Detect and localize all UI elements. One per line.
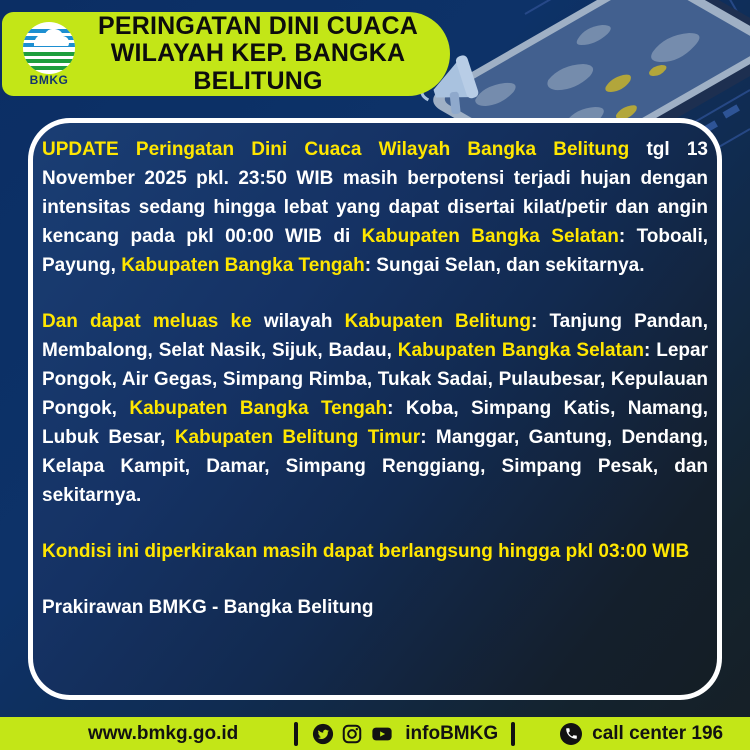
instagram-icon xyxy=(341,723,363,745)
bulletin-paragraph: Prakirawan BMKG - Bangka Belitung xyxy=(42,597,374,618)
bulletin-paragraph: Kondisi ini diperkirakan masih dapat berlangsung hingga pkl 03:00 WIB xyxy=(42,541,690,562)
header-banner xyxy=(2,12,450,96)
poster-title xyxy=(82,13,434,96)
social-handle-label: infoBMKG xyxy=(405,722,499,744)
poster-title-line1: PERINGATAN DINI CUACA xyxy=(98,11,418,40)
bulletin-text xyxy=(42,135,708,622)
bmkg-logo xyxy=(16,21,82,87)
bulletin-paragraph: UPDATE Peringatan Dini Cuaca Wilayah Bangka Belitung tgl 13 November 2025 pkl. 23:50 WIB masih berpotensi terjadi hujan dengan intensitas sedang hingga lebat yang dapat disertai kilat/petir dan angin kencang pada pkl 00:00 WIB di Kabupaten Bangka Selatan: Toboali, Payung, Kabupaten Bangka Tengah: Sungai Selan, dan sekitarnya. xyxy=(42,139,708,276)
bmkg-logo-icon xyxy=(22,21,76,75)
call-center-label: call center 196 xyxy=(592,722,724,744)
poster-title-line2: WILAYAH KEP. BANGKA BELITUNG xyxy=(110,39,406,95)
bulletin-box xyxy=(28,118,722,700)
website-label: www.bmkg.go.id xyxy=(88,722,239,744)
phone-icon xyxy=(559,722,583,746)
youtube-icon xyxy=(370,723,394,745)
footer-bar xyxy=(0,717,750,750)
call-center-group xyxy=(559,722,723,746)
bulletin-paragraph: Dan dapat meluas ke wilayah Kabupaten Belitung: Tanjung Pandan, Membalong, Selat Nasik, Sijuk, Badau, Kabupaten Bangka Selatan: Lepar Pongok, Air Gegas, Simpang Rimba, Tukak Sadai, Pulaubesar, Kepulauan Pongok, Kabupaten Bangka Tengah: Koba, Simpang Katis, Namang, Lubuk Besar, Kabupaten Belitung Timur: Manggar, Gantung, Dendang, Kelapa Kampit, Damar, Simpang Renggiang, Simpang Pesak, dan sekitarnya. xyxy=(42,311,708,506)
footer-divider xyxy=(294,722,298,746)
twitter-icon xyxy=(312,723,334,745)
social-media-group xyxy=(312,723,498,745)
footer-divider xyxy=(511,722,515,746)
bmkg-logo-label: BMKG xyxy=(29,73,69,87)
